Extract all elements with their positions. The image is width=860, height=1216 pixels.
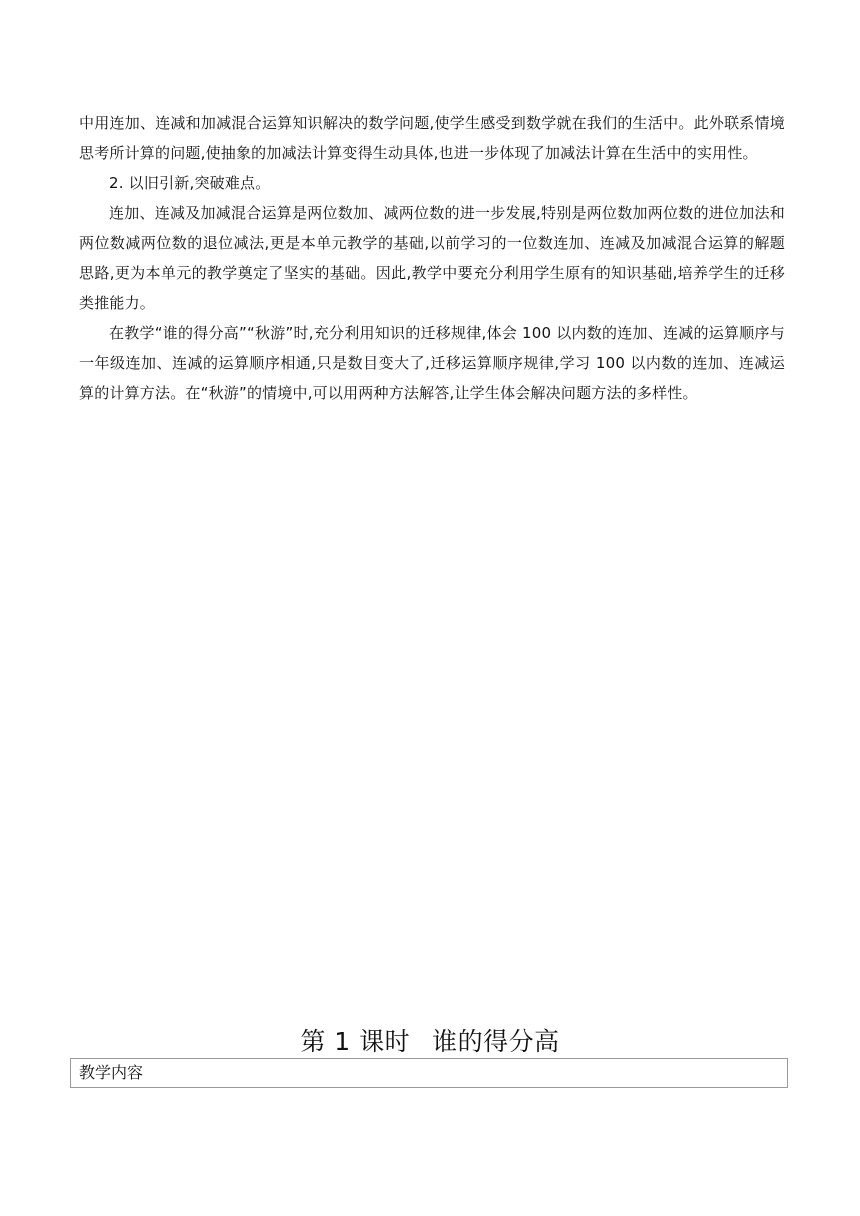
paragraph-continuation: 中用连加、连减和加减混合运算知识解决的数学问题,使学生感受到数学就在我们的生活中。此外联系情境思考所计算的问题,使抽象的加减法计算变得生动具体,也进一步体现了加减法计算在生活中的实用性。 <box>79 114 785 162</box>
body-text <box>79 108 785 408</box>
table-header-cell: 教学内容 <box>79 1063 144 1082</box>
lesson-title <box>0 1022 860 1062</box>
paragraph-mixed-operations: 连加、连减及加减混合运算是两位数加、减两位数的进一步发展,特别是两位数加两位数的进位加法和两位数减两位数的退位减法,更是本单元教学的基础,以前学习的一位数连加、连减及加减混合运算的解题思路,更为本单元的教学奠定了坚实的基础。因此,教学中要充分利用学生原有的知识基础,培养学生的迁移类推能力。 <box>79 204 785 312</box>
lesson-name: 谁的得分高 <box>432 1027 560 1056</box>
lesson-number: 第 1 课时 <box>300 1027 411 1056</box>
paragraph-teaching-approach: 在教学“谁的得分高”“秋游”时,充分利用知识的迁移规律,体会 100 以内数的连加、连减的运算顺序与一年级连加、连减的运算顺序相通,只是数目变大了,迁移运算顺序规律,学习 100 以内数的连加、连减运算的计算方法。在“秋游”的情境中,可以用两种方法解答,让学生体会解决问题方法的多样性。 <box>79 324 785 402</box>
teaching-content-table <box>70 1058 788 1088</box>
paragraph-subheading: 2. 以旧引新,突破难点。 <box>109 174 271 192</box>
